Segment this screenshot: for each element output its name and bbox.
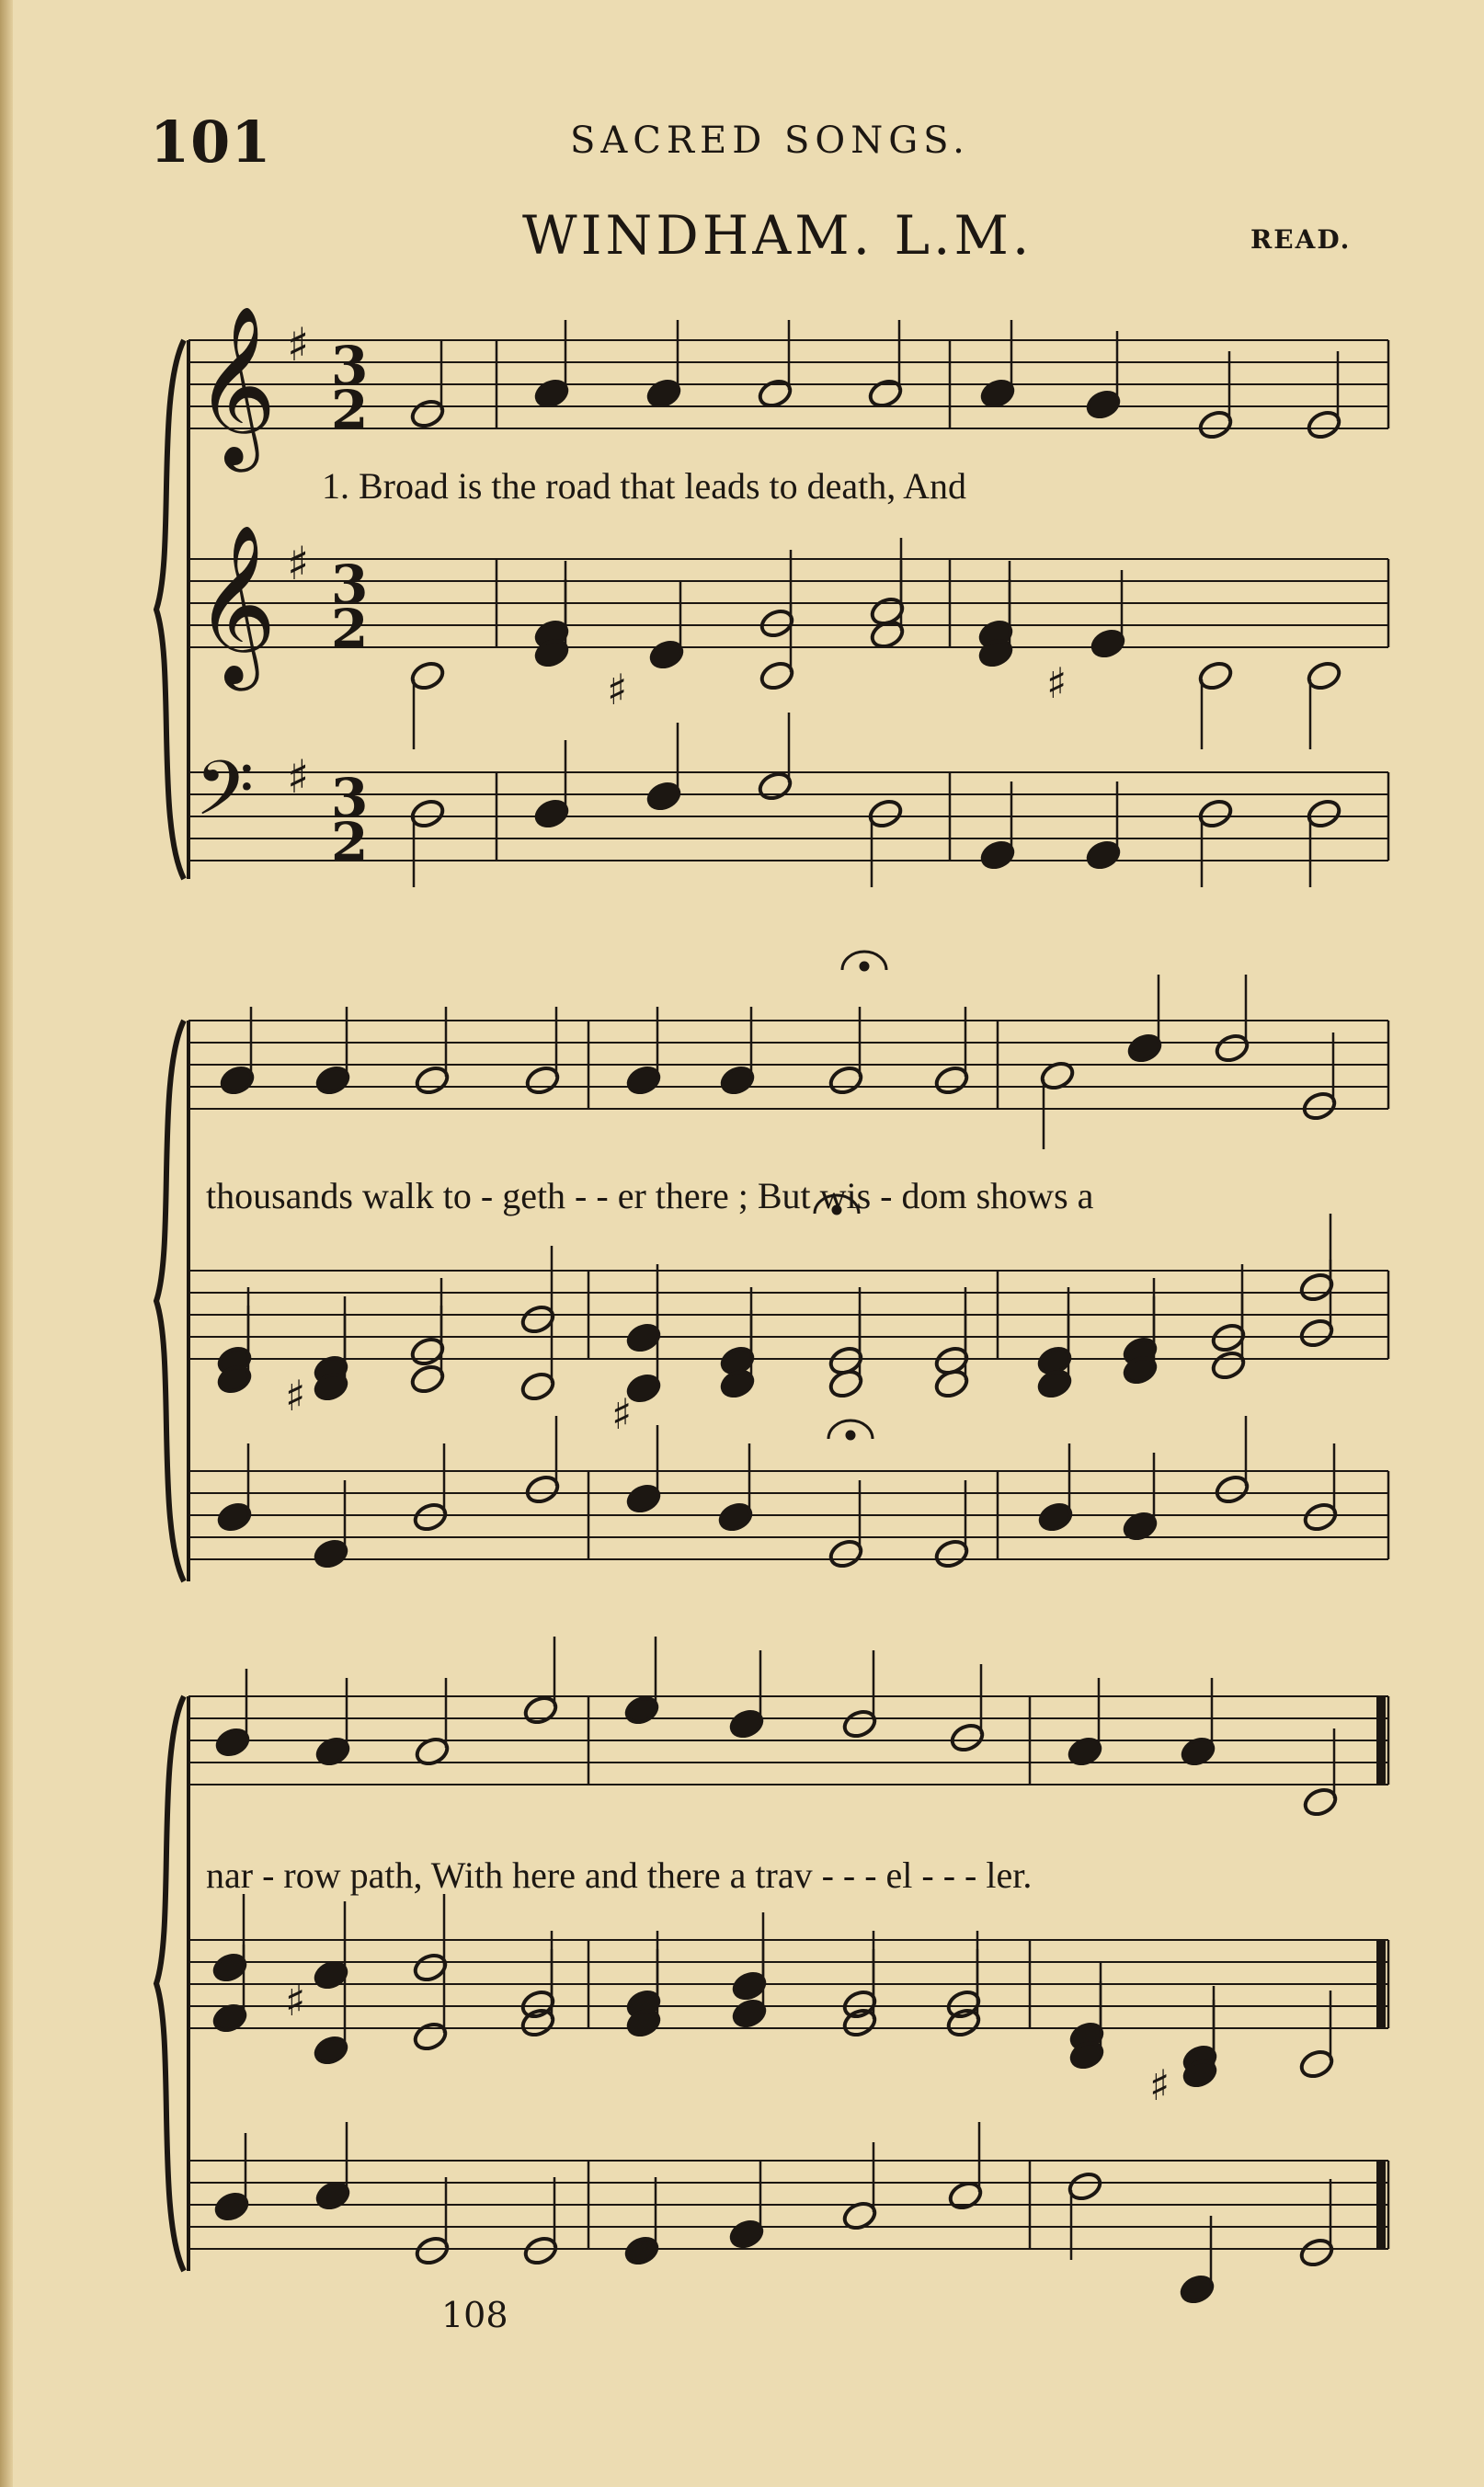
fermata-icon: [842, 952, 886, 970]
lyric-line-3: nar - row path, With here and there a trav - - - el - - - ler.: [206, 1854, 1033, 1896]
note: [645, 723, 683, 813]
note: [947, 2122, 985, 2212]
treble-clef-icon: 𝄞: [195, 305, 277, 465]
note: [979, 320, 1017, 410]
note: [409, 340, 447, 430]
note: [414, 2177, 451, 2267]
note: [728, 2161, 766, 2251]
sharp-accidental-icon: ♯: [1149, 2060, 1170, 2110]
sharp-accidental-icon: ♯: [285, 1371, 306, 1420]
note: [522, 2177, 560, 2267]
note: [1067, 1678, 1104, 1768]
signature-number: 108: [441, 2295, 508, 2335]
note: [1197, 659, 1235, 749]
brace: [156, 1696, 184, 2271]
note: [409, 659, 447, 749]
notes: [211, 320, 1343, 2306]
note: [1090, 570, 1127, 660]
note: [1181, 2000, 1219, 2090]
note: [645, 320, 683, 410]
page-number: 101: [150, 108, 272, 176]
treble-clef-icon: 𝄞: [195, 524, 277, 684]
note: [1037, 1443, 1075, 1534]
fermata-icon: [828, 1420, 873, 1439]
note: [648, 581, 686, 671]
note: [1197, 797, 1235, 887]
lyric-line-2: thousands walk to - geth - - er there ; But wis - dom shows a: [206, 1175, 1094, 1216]
note: [214, 1669, 252, 1759]
note: [1179, 2216, 1216, 2306]
sharp-accidental-icon: ♯: [1046, 658, 1067, 708]
note: [314, 2122, 352, 2212]
time-signature-top: 3: [331, 553, 369, 616]
note: [1122, 1453, 1159, 1543]
time-signature-bottom: 2: [331, 811, 369, 873]
note: [1302, 1728, 1340, 1819]
note: [757, 713, 794, 803]
system-braces: [156, 340, 184, 2271]
sharp-icon: ♯: [287, 318, 310, 371]
note: [841, 2142, 879, 2232]
note: [314, 1678, 352, 1768]
sharp-accidental-icon: ♯: [285, 1976, 306, 2025]
note: [414, 1678, 451, 1768]
note: [213, 2133, 251, 2223]
note: [409, 797, 447, 887]
note: [1298, 1991, 1336, 2081]
note: [623, 1637, 661, 1727]
note: [717, 1443, 755, 1534]
bass-clef-icon: 𝄢: [195, 744, 255, 851]
note: [1039, 1059, 1077, 1149]
time-signature-top: 3: [331, 335, 369, 397]
note: [522, 1637, 560, 1727]
time-signature-bottom: 2: [331, 379, 369, 441]
brace: [156, 340, 184, 879]
note: [1180, 1678, 1217, 1768]
note: [412, 1443, 450, 1534]
sharp-accidental-icon: ♯: [607, 665, 628, 714]
book-title: SACRED SONGS.: [570, 120, 970, 162]
note: [533, 740, 571, 830]
note: [533, 320, 571, 410]
sharp-icon: ♯: [287, 537, 310, 590]
note: [757, 320, 794, 410]
note: [313, 1977, 350, 2067]
note: [867, 320, 905, 410]
note: [1298, 2179, 1336, 2269]
note: [623, 2177, 661, 2267]
note: [1306, 797, 1343, 887]
note: [216, 1443, 254, 1534]
time-signature-top: 3: [331, 767, 369, 829]
lyric-line-1: 1. Broad is the road that leads to death, And: [322, 465, 966, 507]
sharp-icon: ♯: [287, 750, 310, 804]
hymn-title: WINDHAM. L.M.: [522, 204, 1033, 267]
clefs: [195, 305, 368, 873]
sharp-accidental-icon: ♯: [611, 1389, 633, 1439]
note: [867, 797, 905, 887]
composer-name: READ.: [1250, 224, 1352, 255]
note: [1302, 1443, 1340, 1534]
note: [1085, 331, 1123, 421]
brace: [156, 1021, 184, 1581]
note: [1306, 659, 1343, 749]
time-signature-bottom: 2: [331, 598, 369, 660]
